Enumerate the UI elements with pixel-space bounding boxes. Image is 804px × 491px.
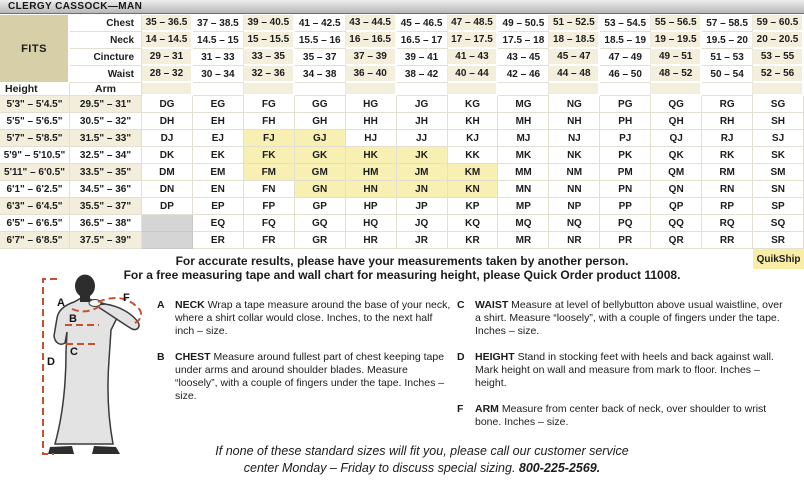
size-code-cell: DJ — [142, 130, 193, 147]
header-filler-cell — [346, 83, 397, 96]
instructions-column-2 — [457, 299, 787, 442]
size-code-cell: EN — [193, 181, 244, 198]
size-code-cell: SN — [753, 181, 804, 198]
size-code-cell: KG — [448, 96, 499, 113]
fit-value-cell: 53 – 55 — [753, 49, 804, 66]
fit-value-cell: 14.5 – 15 — [193, 32, 244, 49]
fit-row-label: Cincture — [70, 49, 142, 66]
size-code-cell: QJ — [651, 130, 702, 147]
size-code-cell: MK — [498, 147, 549, 164]
fit-value-cell: 29 – 31 — [142, 49, 193, 66]
size-code-cell: GR — [295, 232, 346, 249]
diagram-label-d: D — [47, 356, 55, 368]
header-filler-cell — [651, 83, 702, 96]
header-filler-cell — [142, 83, 193, 96]
instruction-body: Stand in stocking feet with heels and back against wall. Mark height on wall and measure from mark to floor. Inches – height. — [475, 351, 774, 389]
fit-value-cell: 17.5 – 18 — [498, 32, 549, 49]
fit-value-cell: 44 – 48 — [549, 66, 600, 83]
size-code-cell: RN — [702, 181, 753, 198]
fit-value-cell: 43 – 44.5 — [346, 15, 397, 32]
size-code-cell: JJ — [397, 130, 448, 147]
size-code-cell: NH — [549, 113, 600, 130]
cassock-robe — [54, 297, 116, 444]
size-code-cell: JH — [397, 113, 448, 130]
size-code-cell: RP — [702, 198, 753, 215]
size-code-cell: HJ — [346, 130, 397, 147]
header-filler-cell — [600, 83, 651, 96]
size-code-cell: EJ — [193, 130, 244, 147]
arm-range-cell: 33.5" – 35" — [70, 164, 142, 181]
fit-value-cell: 36 – 40 — [346, 66, 397, 83]
arm-range-cell: 35.5" – 37" — [70, 198, 142, 215]
fit-value-cell: 39 – 41 — [397, 49, 448, 66]
fit-value-cell: 37 – 39 — [346, 49, 397, 66]
size-code-cell: DK — [142, 147, 193, 164]
height-column-header: Height — [0, 83, 70, 96]
size-code-cell: SR — [753, 232, 804, 249]
size-code-cell: FR — [244, 232, 295, 249]
size-code-cell: SQ — [753, 215, 804, 232]
customer-service-phone: 800-225-2569. — [518, 461, 601, 475]
size-code-cell: NK — [549, 147, 600, 164]
header-filler-cell — [753, 83, 804, 96]
instruction-text — [175, 351, 451, 403]
header-filler-cell — [193, 83, 244, 96]
instruction-letter: A — [157, 299, 165, 311]
size-code-cell: KM — [448, 164, 499, 181]
size-code-cell: HM — [346, 164, 397, 181]
footer-line-1: If none of these standard sizes will fit you, please call our customer service — [215, 444, 629, 458]
height-range-cell: 6'1" – 6'2.5" — [0, 181, 70, 198]
size-code-cell: EG — [193, 96, 244, 113]
fit-value-cell: 15.5 – 16 — [295, 32, 346, 49]
size-code-cell: JM — [397, 164, 448, 181]
instruction-keyword: CHEST — [175, 351, 211, 363]
fit-value-cell: 34 – 38 — [295, 66, 346, 83]
instruction-body: Measure from center back of neck, over shoulder to wrist bone. Inches – size. — [475, 403, 767, 428]
size-code-cell: NM — [549, 164, 600, 181]
fit-value-cell: 43 – 45 — [498, 49, 549, 66]
empty-size-cell — [142, 232, 193, 249]
size-code-cell: DG — [142, 96, 193, 113]
size-code-cell: GQ — [295, 215, 346, 232]
size-code-cell: EM — [193, 164, 244, 181]
size-code-cell: JQ — [397, 215, 448, 232]
fit-value-cell: 15 – 15.5 — [244, 32, 295, 49]
fit-value-cell: 49 – 50.5 — [498, 15, 549, 32]
fit-value-cell: 35 – 36.5 — [142, 15, 193, 32]
size-code-cell: JR — [397, 232, 448, 249]
fit-value-cell: 41 – 42.5 — [295, 15, 346, 32]
arm-range-cell: 31.5" – 33" — [70, 130, 142, 147]
fit-value-cell: 45 – 47 — [549, 49, 600, 66]
size-code-cell: SG — [753, 96, 804, 113]
size-code-cell: MG — [498, 96, 549, 113]
size-code-cell: RG — [702, 96, 753, 113]
fit-value-cell: 49 – 51 — [651, 49, 702, 66]
fit-value-cell: 47 – 49 — [600, 49, 651, 66]
header-filler-cell — [549, 83, 600, 96]
arm-range-cell: 32.5" – 34" — [70, 147, 142, 164]
size-code-cell: SM — [753, 164, 804, 181]
fit-value-cell: 39 – 40.5 — [244, 15, 295, 32]
instruction-keyword: NECK — [175, 299, 205, 311]
special-sizing-footer — [40, 443, 804, 477]
instruction-text — [475, 299, 787, 338]
instruction-body: Measure at level of bellybutton above usual waistline, over a shirt. Measure “loosely”, with a couple of fingers under the tape. Inches – size. — [475, 299, 783, 337]
size-code-cell: HK — [346, 147, 397, 164]
size-code-cell: PK — [600, 147, 651, 164]
size-code-cell: QR — [651, 232, 702, 249]
fit-value-cell: 19 – 19.5 — [651, 32, 702, 49]
instruction-body: Measure around fullest part of chest keeping tape under arms and around shoulder blades. Measure “loosely”, with a couple of fingers under the tape. Inches – size. — [175, 351, 445, 402]
footer-line-2-text: center Monday – Friday to discuss special sizing. — [243, 461, 519, 475]
fit-value-cell: 28 – 32 — [142, 66, 193, 83]
size-code-cell: PR — [600, 232, 651, 249]
size-code-cell: NQ — [549, 215, 600, 232]
fit-value-cell: 17 – 17.5 — [448, 32, 499, 49]
size-code-cell: SH — [753, 113, 804, 130]
chart-title-bar — [0, 0, 804, 14]
chart-title: CLERGY CASSOCK—MAN — [8, 1, 143, 12]
fit-value-cell: 46 – 50 — [600, 66, 651, 83]
size-code-cell: GG — [295, 96, 346, 113]
size-code-cell: KJ — [448, 130, 499, 147]
header-filler-cell — [397, 83, 448, 96]
fit-value-cell: 42 – 46 — [498, 66, 549, 83]
instruction-b — [157, 351, 451, 403]
size-code-cell: PG — [600, 96, 651, 113]
diagram-label-c: C — [70, 346, 78, 358]
size-code-cell: RQ — [702, 215, 753, 232]
fit-value-cell: 32 – 36 — [244, 66, 295, 83]
size-code-cell: PJ — [600, 130, 651, 147]
instruction-text — [175, 299, 451, 338]
size-code-cell: DM — [142, 164, 193, 181]
header-filler-cell — [295, 83, 346, 96]
size-code-cell: FG — [244, 96, 295, 113]
fit-value-cell: 31 – 33 — [193, 49, 244, 66]
fit-value-cell: 52 – 56 — [753, 66, 804, 83]
size-code-cell: KQ — [448, 215, 499, 232]
fit-value-cell: 16 – 16.5 — [346, 32, 397, 49]
fit-value-cell: 19.5 – 20 — [702, 32, 753, 49]
size-code-cell: KN — [448, 181, 499, 198]
size-code-cell: MP — [498, 198, 549, 215]
size-code-cell: DP — [142, 198, 193, 215]
size-code-cell: KK — [448, 147, 499, 164]
fit-value-cell: 40 – 44 — [448, 66, 499, 83]
size-code-cell: PP — [600, 198, 651, 215]
size-code-cell: JG — [397, 96, 448, 113]
head — [75, 275, 95, 298]
size-code-cell: MJ — [498, 130, 549, 147]
size-code-cell: EQ — [193, 215, 244, 232]
fit-value-cell: 47 – 48.5 — [448, 15, 499, 32]
size-code-cell: NJ — [549, 130, 600, 147]
fit-value-cell: 53 – 54.5 — [600, 15, 651, 32]
instructions-column-1 — [157, 299, 451, 416]
fit-value-cell: 14 – 14.5 — [142, 32, 193, 49]
fit-value-cell: 37 – 38.5 — [193, 15, 244, 32]
size-code-cell: FK — [244, 147, 295, 164]
fits-label: FITS — [0, 15, 70, 83]
size-code-cell: HQ — [346, 215, 397, 232]
instruction-keyword: ARM — [475, 403, 499, 415]
fit-row-label: Chest — [70, 15, 142, 32]
instruction-keyword: WAIST — [475, 299, 509, 311]
size-code-cell: PM — [600, 164, 651, 181]
arm-range-cell: 29.5" – 31" — [70, 96, 142, 113]
fit-value-cell: 30 – 34 — [193, 66, 244, 83]
fit-value-cell: 45 – 46.5 — [397, 15, 448, 32]
size-code-cell: FH — [244, 113, 295, 130]
size-code-cell: RJ — [702, 130, 753, 147]
size-code-cell: KR — [448, 232, 499, 249]
fit-row-label: Waist — [70, 66, 142, 83]
size-code-cell: SJ — [753, 130, 804, 147]
size-code-cell: JP — [397, 198, 448, 215]
size-code-cell: PN — [600, 181, 651, 198]
size-code-cell: HN — [346, 181, 397, 198]
size-code-cell: JN — [397, 181, 448, 198]
size-code-cell: ER — [193, 232, 244, 249]
size-code-cell: NN — [549, 181, 600, 198]
height-range-cell: 6'5" – 6'6.5" — [0, 215, 70, 232]
size-code-cell: QQ — [651, 215, 702, 232]
header-filler-cell — [498, 83, 549, 96]
size-code-cell: HG — [346, 96, 397, 113]
size-code-cell: QN — [651, 181, 702, 198]
fit-value-cell: 20 – 20.5 — [753, 32, 804, 49]
fit-value-cell: 16.5 – 17 — [397, 32, 448, 49]
size-code-cell: GM — [295, 164, 346, 181]
size-code-cell: NR — [549, 232, 600, 249]
fit-value-cell: 51 – 52.5 — [549, 15, 600, 32]
note-line-1: For accurate results, please have your measurements taken by another person. — [175, 254, 629, 268]
quikship-badge: QuikShip — [753, 249, 804, 269]
size-code-cell: EP — [193, 198, 244, 215]
size-code-cell: FP — [244, 198, 295, 215]
size-code-cell: MH — [498, 113, 549, 130]
size-code-cell: RR — [702, 232, 753, 249]
size-code-cell: GP — [295, 198, 346, 215]
size-code-cell: MM — [498, 164, 549, 181]
diagram-label-b: B — [69, 313, 77, 325]
size-code-cell: RM — [702, 164, 753, 181]
fit-value-cell: 50 – 54 — [702, 66, 753, 83]
size-code-cell: GJ — [295, 130, 346, 147]
size-code-cell: RH — [702, 113, 753, 130]
instruction-f — [457, 403, 787, 429]
height-range-cell: 5'9" – 5'10.5" — [0, 147, 70, 164]
arm-column-header: Arm — [70, 83, 142, 96]
size-code-cell: HH — [346, 113, 397, 130]
fit-value-cell: 57 – 58.5 — [702, 15, 753, 32]
height-range-cell: 6'3" – 6'4.5" — [0, 198, 70, 215]
size-code-cell: NP — [549, 198, 600, 215]
fit-value-cell: 59 – 60.5 — [753, 15, 804, 32]
size-code-cell: MN — [498, 181, 549, 198]
size-code-cell: HR — [346, 232, 397, 249]
size-code-cell: MR — [498, 232, 549, 249]
arm-range-cell: 34.5" – 36" — [70, 181, 142, 198]
instruction-text — [475, 351, 787, 390]
size-code-cell: PH — [600, 113, 651, 130]
header-filler-cell — [702, 83, 753, 96]
fit-value-cell: 55 – 56.5 — [651, 15, 702, 32]
size-code-cell: GK — [295, 147, 346, 164]
fit-value-cell: 48 – 52 — [651, 66, 702, 83]
size-code-cell: QM — [651, 164, 702, 181]
size-code-cell: QP — [651, 198, 702, 215]
size-code-cell: FM — [244, 164, 295, 181]
size-code-cell: DH — [142, 113, 193, 130]
size-code-cell: FN — [244, 181, 295, 198]
empty-size-cell — [142, 215, 193, 232]
fit-value-cell: 18.5 – 19 — [600, 32, 651, 49]
diagram-label-f: F — [123, 292, 130, 304]
size-code-cell: HP — [346, 198, 397, 215]
instruction-body: Wrap a tape measure around the base of your neck, where a shirt collar would close. Inches, to the next half inch – size. — [175, 299, 451, 337]
instruction-letter: D — [457, 351, 465, 363]
size-code-cell: JK — [397, 147, 448, 164]
sizing-table — [0, 15, 804, 269]
size-code-cell: GH — [295, 113, 346, 130]
size-code-cell: QK — [651, 147, 702, 164]
size-code-cell: PQ — [600, 215, 651, 232]
size-code-cell: KH — [448, 113, 499, 130]
arm-range-cell: 30.5" – 32" — [70, 113, 142, 130]
instruction-text — [475, 403, 787, 429]
fit-row-label: Neck — [70, 32, 142, 49]
diagram-label-a: A — [57, 297, 65, 309]
size-code-cell: EK — [193, 147, 244, 164]
size-code-cell: NG — [549, 96, 600, 113]
instruction-letter: B — [157, 351, 165, 363]
arm-range-cell: 36.5" – 38" — [70, 215, 142, 232]
header-filler-cell — [244, 83, 295, 96]
footer-line-2 — [40, 460, 804, 477]
size-code-cell: KP — [448, 198, 499, 215]
fit-value-cell: 41 – 43 — [448, 49, 499, 66]
size-code-cell: SK — [753, 147, 804, 164]
instruction-keyword: HEIGHT — [475, 351, 515, 363]
header-filler-cell — [448, 83, 499, 96]
fit-value-cell: 51 – 53 — [702, 49, 753, 66]
fit-value-cell: 18 – 18.5 — [549, 32, 600, 49]
size-code-cell: EH — [193, 113, 244, 130]
instruction-c — [457, 299, 787, 338]
size-code-cell: RK — [702, 147, 753, 164]
fit-value-cell: 38 – 42 — [397, 66, 448, 83]
fit-value-cell: 33 – 35 — [244, 49, 295, 66]
size-code-cell: GN — [295, 181, 346, 198]
height-range-cell: 5'5" – 5'6.5" — [0, 113, 70, 130]
height-range-cell: 6'7" – 6'8.5" — [0, 232, 70, 249]
height-range-cell: 5'11" – 6'0.5" — [0, 164, 70, 181]
size-code-cell: QG — [651, 96, 702, 113]
instruction-a — [157, 299, 451, 338]
height-range-cell: 5'7" – 5'8.5" — [0, 130, 70, 147]
note-line-2: For a free measuring tape and wall chart for measuring height, please Quick Order product 11008. — [123, 268, 681, 282]
size-code-cell: SP — [753, 198, 804, 215]
height-range-cell: 5'3" – 5'4.5" — [0, 96, 70, 113]
instruction-letter: C — [457, 299, 465, 311]
size-code-cell: DN — [142, 181, 193, 198]
size-code-cell: FQ — [244, 215, 295, 232]
size-code-cell: QH — [651, 113, 702, 130]
instruction-d — [457, 351, 787, 390]
instruction-letter: F — [457, 403, 464, 415]
arm-range-cell: 37.5" – 39" — [70, 232, 142, 249]
size-code-cell: FJ — [244, 130, 295, 147]
fit-value-cell: 35 – 37 — [295, 49, 346, 66]
size-code-cell: MQ — [498, 215, 549, 232]
